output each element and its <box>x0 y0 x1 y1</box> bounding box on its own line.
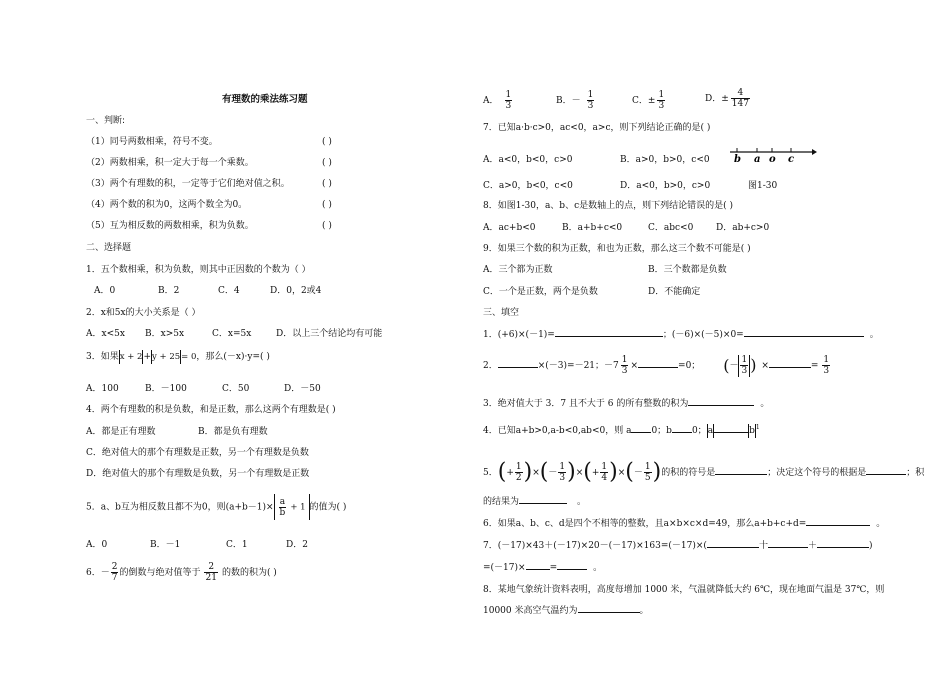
fill-3-blank[interactable] <box>688 405 754 406</box>
fill-7: 7．(－17)×43＋(－17)×20－(－17)×163=(－17)×( 十 ＋ ) <box>483 541 873 551</box>
fill-6: 6．如果a、b、c、d是四个不相等的整数，且a×b×c×d=49，那么a+b+c+d= 。 <box>483 519 886 529</box>
q8-option-a: A．ac+b<0 <box>483 223 536 233</box>
q7-option-b: B．a>0，b>0，c<0 <box>620 155 710 165</box>
fill-5-blank-2[interactable] <box>866 474 906 475</box>
q6-text-post: 的数的积为( ) <box>221 568 277 578</box>
q7-option-d: D．a<0，b>0，c>0 <box>620 181 711 191</box>
fill-2-fraction-3: $\frac{1}{3}$ <box>823 355 830 376</box>
q6-fraction-2: $\frac{2}{21}$ <box>205 562 217 583</box>
fill-2-blank-1[interactable] <box>498 367 538 368</box>
q3-abs-2: y + 25 <box>152 352 181 362</box>
q9-option-c: C．一个是正数，两个是负数 <box>483 287 598 297</box>
q3-option-b: B．－100 <box>145 384 187 394</box>
q6-option-d: D．± $\frac{4}{147}$ <box>705 88 749 109</box>
figure-caption: 图1-30 <box>748 181 778 191</box>
fill-8-blank[interactable] <box>578 612 640 613</box>
fill-2-blank-3[interactable] <box>769 367 811 368</box>
judge-item-2: （2）两数相乘，积一定大于每一个乘数。 <box>86 158 254 168</box>
q5-stem <box>86 494 346 520</box>
q2-stem: 2．x和5x的大小关系是（ ） <box>86 308 201 318</box>
q6-option-b: B．－ $\frac{1}{3}$ <box>556 90 594 111</box>
q3-option-a: A．100 <box>86 384 119 394</box>
number-line-label-o: o <box>769 154 776 165</box>
q3-abs-1: x + 2 <box>119 352 143 362</box>
q4-option-b: B．都是负有理数 <box>198 427 268 437</box>
judge-paren-4: ( ) <box>322 200 332 210</box>
fill-8: 8．某地气象统计资料表明，高度每增加 1000 米，气温就降低大约 6℃，现在地面气温是 37℃，则 <box>483 585 885 595</box>
fill-4: 4．已知a+b>0,a-b<0,ab<0，则 a 0；b 0；a $b^1$ <box>483 424 760 436</box>
fill-7-blank-3[interactable] <box>817 547 869 548</box>
q5-plus-one: + 1 <box>290 502 306 513</box>
q5-text-post: 的值为( ) <box>309 502 347 513</box>
q8-option-b: B．a+b+c<0 <box>562 223 623 233</box>
q1-option-a: A．0 <box>94 286 116 296</box>
q2-option-c: C．x=5x <box>212 329 252 339</box>
fill-7-blank-4[interactable] <box>526 569 550 570</box>
fill-2: 2． ×(－3)=－21；－7 $\frac{1}{3}$ × =0； (－ $\frac{1}{3}$ ) × = $\frac{1}{3}$ <box>483 355 830 376</box>
q4-option-a: A．都是正有理数 <box>86 427 156 437</box>
fill-4-blank-2[interactable] <box>672 432 692 433</box>
q7-option-c: C．a>0，b<0，c<0 <box>483 181 573 191</box>
judge-item-4: （4）两个数的积为0，这两个数全为0。 <box>86 200 248 210</box>
section-3-heading: 三、填空 <box>483 308 520 318</box>
judge-item-3: （3）两个有理数的积，一定等于它们绝对值之积。 <box>86 179 290 189</box>
fill-1-blank-2[interactable] <box>744 336 864 337</box>
q3-option-d: D．－50 <box>284 384 321 394</box>
q1-stem: 1．五个数相乘，积为负数，则其中正因数的个数为（ ） <box>86 265 311 275</box>
q5-option-a: A．0 <box>86 540 108 550</box>
q7-stem: 7．已知a·b·c>0，ac<0，a>c，则下列结论正确的是( ) <box>483 123 711 133</box>
number-line-label-c: c <box>788 154 795 165</box>
fill-6-blank[interactable] <box>806 525 870 526</box>
fill-8-cont: 10000 米高空气温约为 。 <box>483 606 649 616</box>
q5-text-pre: 5．a、b互为相反数且都不为0，则(a+b－1)× <box>86 502 274 513</box>
fill-5-blank-3[interactable] <box>519 503 567 504</box>
q4-option-c: C．绝对值大的那个有理数是正数，另一个有理数是负数 <box>86 448 309 458</box>
q6-fraction-1: $\frac{2}{7}$ <box>111 562 118 583</box>
q8-option-d: D．ab+c>0 <box>716 223 770 233</box>
fill-2-fraction-2: $\frac{1}{3}$ <box>741 355 748 376</box>
fill-7-blank-1[interactable] <box>707 547 759 548</box>
judge-paren-2: ( ) <box>322 158 332 168</box>
fill-5-blank-1[interactable] <box>715 474 767 475</box>
number-line-figure <box>728 142 818 166</box>
number-line-label-a: a <box>754 154 761 165</box>
q9-stem: 9．如果三个数的积为正数，和也为正数，那么这三个数不可能是( ) <box>483 244 751 254</box>
q3-text-post: ，那么(－x)·y=( ) <box>196 352 270 362</box>
q1-option-d: D．0，2或4 <box>270 286 322 296</box>
q6-option-a: A． $\frac{1}{3}$ <box>483 90 512 111</box>
section-2-heading: 二、选择题 <box>86 243 132 253</box>
fill-2-fraction-1: $\frac{1}{3}$ <box>621 355 628 376</box>
q4-option-d: D．绝对值大的那个有理数是负数，另一个有理数是正数 <box>86 469 310 479</box>
judge-paren-3: ( ) <box>322 179 332 189</box>
q2-option-b: B．x>5x <box>145 329 185 339</box>
q9-option-a: A．三个都为正数 <box>483 265 553 275</box>
q5-fraction: $\frac{a}{b}$ <box>279 496 286 518</box>
q3-stem <box>86 349 270 365</box>
q3-eq: = 0 <box>181 352 197 362</box>
judge-paren-1: ( ) <box>322 137 332 147</box>
q7-option-a: A．a<0，b<0，c>0 <box>483 155 573 165</box>
section-1-heading: 一、判断: <box>86 116 126 126</box>
page-title: 有理数的乘法练习题 <box>222 94 308 105</box>
fill-1-blank-1[interactable] <box>555 336 663 337</box>
q2-option-a: A．x<5x <box>86 329 125 339</box>
fill-4-blank-1[interactable] <box>631 432 651 433</box>
q3-text-pre: 3．如果 <box>86 352 119 362</box>
q3-option-c: C．50 <box>222 384 250 394</box>
fill-3: 3．绝对值大于 3．7 且不大于 6 的所有整数的积为 。 <box>483 399 770 409</box>
fill-5: 5．(+ $\frac{1}{2}$ )×(－ $\frac{1}{3}$ )×(+ $\frac{1}{4}$ )×(－ $\frac{1}{5}$ )的积的符号是 ；决定这个符号的根据是 ；积 <box>483 459 925 485</box>
judge-paren-5: ( ) <box>322 221 332 231</box>
fill-7-cont: =(－17)× = 。 <box>483 563 603 573</box>
fill-2-blank-2[interactable] <box>638 367 678 368</box>
fill-7-blank-2[interactable] <box>768 547 808 548</box>
q4-stem: 4．两个有理数的积是负数，和是正数，那么这两个有理数是( ) <box>86 405 336 415</box>
q2-option-d: D．以上三个结论均有可能 <box>276 329 383 339</box>
q1-option-c: C．4 <box>218 286 240 296</box>
fill-5-cont: 的结果为 。 <box>483 497 587 507</box>
q8-option-c: C．abc<0 <box>648 223 694 233</box>
q6-text-pre: 6．－ <box>86 568 110 578</box>
q3-plus: + <box>143 352 152 362</box>
q5-option-c: C．1 <box>226 540 248 550</box>
judge-item-5: （5）互为相反数的两数相乘，积为负数。 <box>86 221 254 231</box>
number-line-label-b: b <box>734 154 741 165</box>
fill-4-blank-3[interactable] <box>714 432 748 433</box>
q6-option-c: C．± $\frac{1}{3}$ <box>632 90 665 111</box>
q5-option-d: D．2 <box>286 540 308 550</box>
q9-option-d: D．不能确定 <box>648 287 701 297</box>
q1-option-b: B．2 <box>158 286 180 296</box>
fill-7-blank-5[interactable] <box>557 569 587 570</box>
q6-text-mid: 的倒数与绝对值等于 <box>119 568 201 578</box>
q9-option-b: B．三个数都是负数 <box>648 265 727 275</box>
fill-1: 1．(+6)×(－1)= ；(－6)×(－5)×0= 。 <box>483 330 879 340</box>
q5-option-b: B．－1 <box>150 540 181 550</box>
judge-item-1: （1）同号两数相乘，符号不变。 <box>86 137 218 147</box>
q8-stem: 8．如图1-30，a、b、c是数轴上的点，则下列结论错误的是( ) <box>483 201 733 211</box>
q6-stem <box>86 562 277 584</box>
